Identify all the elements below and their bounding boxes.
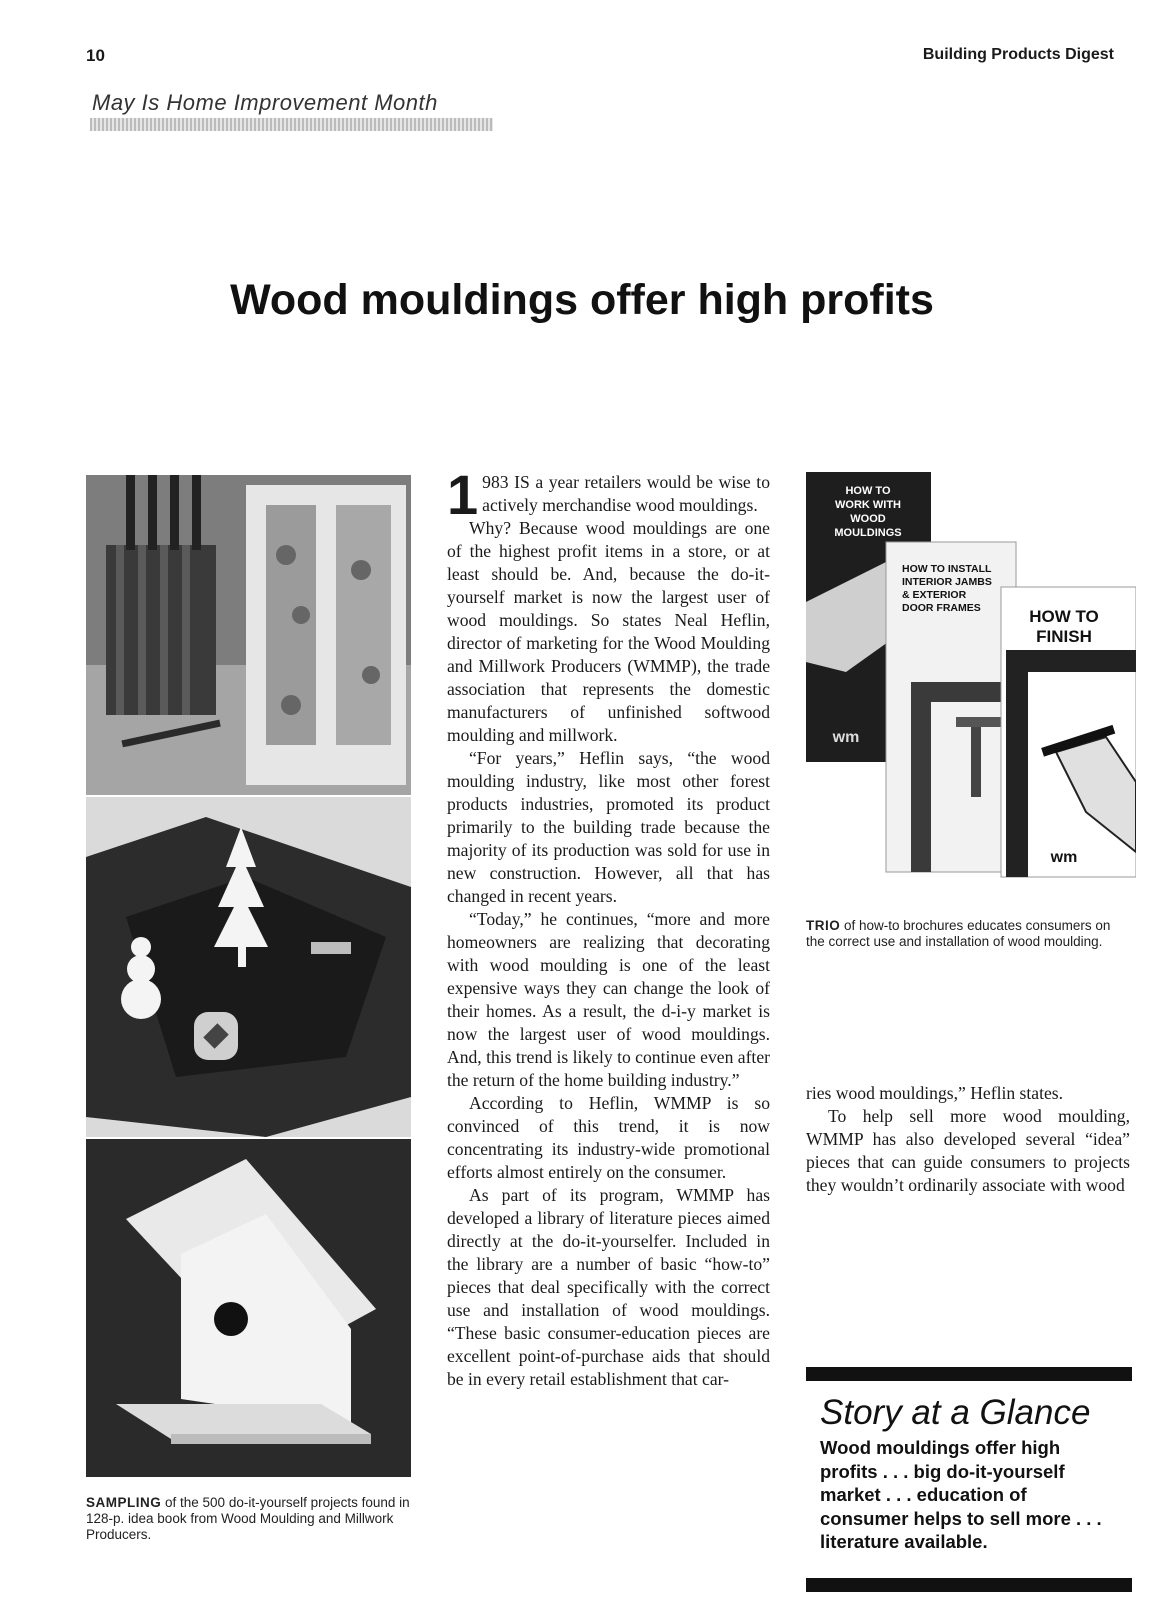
glance-bottom-rule bbox=[806, 1578, 1132, 1592]
photo-knife-block-and-box bbox=[86, 475, 411, 795]
article-paragraph: According to Heflin, WMMP is so convinced of this trend, it is now concentrating its industry-wide promotional efforts almost entirely on the consumer. bbox=[447, 1093, 770, 1182]
brochure2-line: HOW TO INSTALL bbox=[902, 563, 992, 575]
article-paragraph: To help sell more wood moulding, WMMP has also developed several “idea” pieces that can guide consumers to projects they wouldn’t ordinarily associate with wood bbox=[806, 1106, 1130, 1195]
kicker-rule bbox=[90, 118, 493, 131]
brochure3-line: WOOD bbox=[1034, 682, 1076, 697]
article-paragraph: As part of its program, WMMP has developed a library of literature pieces aimed directly at the do-it-yourselfer. Included in the library are a number of basic “how-to” pieces that deal specifically with the correct use and installation of wood mouldings. “These basic consumer-education pieces are excellent point-of-purchase aids that should be in every retail establishment that car- bbox=[447, 1185, 770, 1389]
article-continuation: ries wood mouldings,” Heflin states. bbox=[806, 1083, 1064, 1103]
brochure1-line: HOW TO bbox=[845, 485, 891, 497]
photo-birdhouse bbox=[86, 1139, 411, 1477]
caption-text: of how-to brochures educates consumers on the correct use and installation of wood moulding. bbox=[806, 918, 1111, 949]
section-kicker: May Is Home Improvement Month bbox=[92, 90, 438, 115]
brochure2-line: INTERIOR JAMBS bbox=[902, 576, 992, 588]
brochure1-line: MOULDINGS bbox=[834, 527, 902, 539]
photo-caption-trio bbox=[806, 918, 1132, 950]
brochure3-line: MOULDINGS bbox=[1034, 698, 1114, 713]
brochure1-line: WORK WITH bbox=[835, 499, 901, 511]
article-column-middle bbox=[447, 471, 770, 1591]
article-paragraph: 1 983 IS a year retailers would be wise to actively merchandise wood mouldings. bbox=[447, 471, 770, 526]
drop-cap: 1 bbox=[447, 471, 479, 526]
brochure2-line: DOOR FRAMES bbox=[902, 602, 981, 614]
brochure1-line: WOOD bbox=[850, 513, 886, 525]
publication-name: Building Products Digest bbox=[922, 46, 1114, 63]
page-number: 10 bbox=[86, 46, 105, 65]
caption-text: of the 500 do-it-yourself projects found in 128-p. idea book from Wood Moulding and Millwork Producers. bbox=[86, 1495, 410, 1542]
brochure3-line: FINISH bbox=[1036, 627, 1092, 646]
article-paragraph: Why? Because wood mouldings are one of the highest profit items in a store, or at least should be. And, because the do-it-yourself market is now the largest user of wood mouldings. So states Neal Heflin, director of marketing for the Wood Moulding and Millwork Producers (WMMP), the trade association that represents the domestic manufacturers of unfinished softwood moulding and millwork. bbox=[447, 518, 770, 745]
brochures-illustration bbox=[806, 472, 1136, 892]
article-column-right bbox=[806, 1082, 1130, 1242]
caption-lead: TRIO bbox=[806, 918, 841, 933]
brochure3-line: HOW TO bbox=[1029, 607, 1099, 626]
article-paragraph: “Today,” he continues, “more and more homeowners are realizing that decorating with wood moulding is one of the least expensive ways they can change the look of their homes. As a result, the d-i-y market is now the largest user of wood mouldings. And, this trend is likely to continue even after the return of the home building industry.” bbox=[447, 909, 770, 1090]
brochure3-logo: wm bbox=[1050, 849, 1078, 866]
photo-caption-sampling bbox=[86, 1495, 412, 1543]
glance-title: Story at a Glance bbox=[820, 1393, 1091, 1432]
article-paragraph: “For years,” Heflin says, “the wood moulding industry, like most other forest products industries, promoted its product primarily to the building trade because the majority of its production was sold for use in new construction. However, all that has changed in recent years. bbox=[447, 748, 770, 906]
photo-ornaments-on-tree bbox=[86, 797, 411, 1137]
brochure1-logo: wm bbox=[832, 729, 860, 746]
glance-top-rule bbox=[806, 1367, 1132, 1381]
brochure2-line: & EXTERIOR bbox=[902, 589, 967, 601]
headline: Wood mouldings offer high profits bbox=[230, 276, 934, 324]
glance-summary: Wood mouldings offer high profits . . . big do-it-yourself market . . . education of consumer helps to sell more . . . literature available. bbox=[820, 1437, 1102, 1552]
caption-lead: SAMPLING bbox=[86, 1495, 162, 1510]
